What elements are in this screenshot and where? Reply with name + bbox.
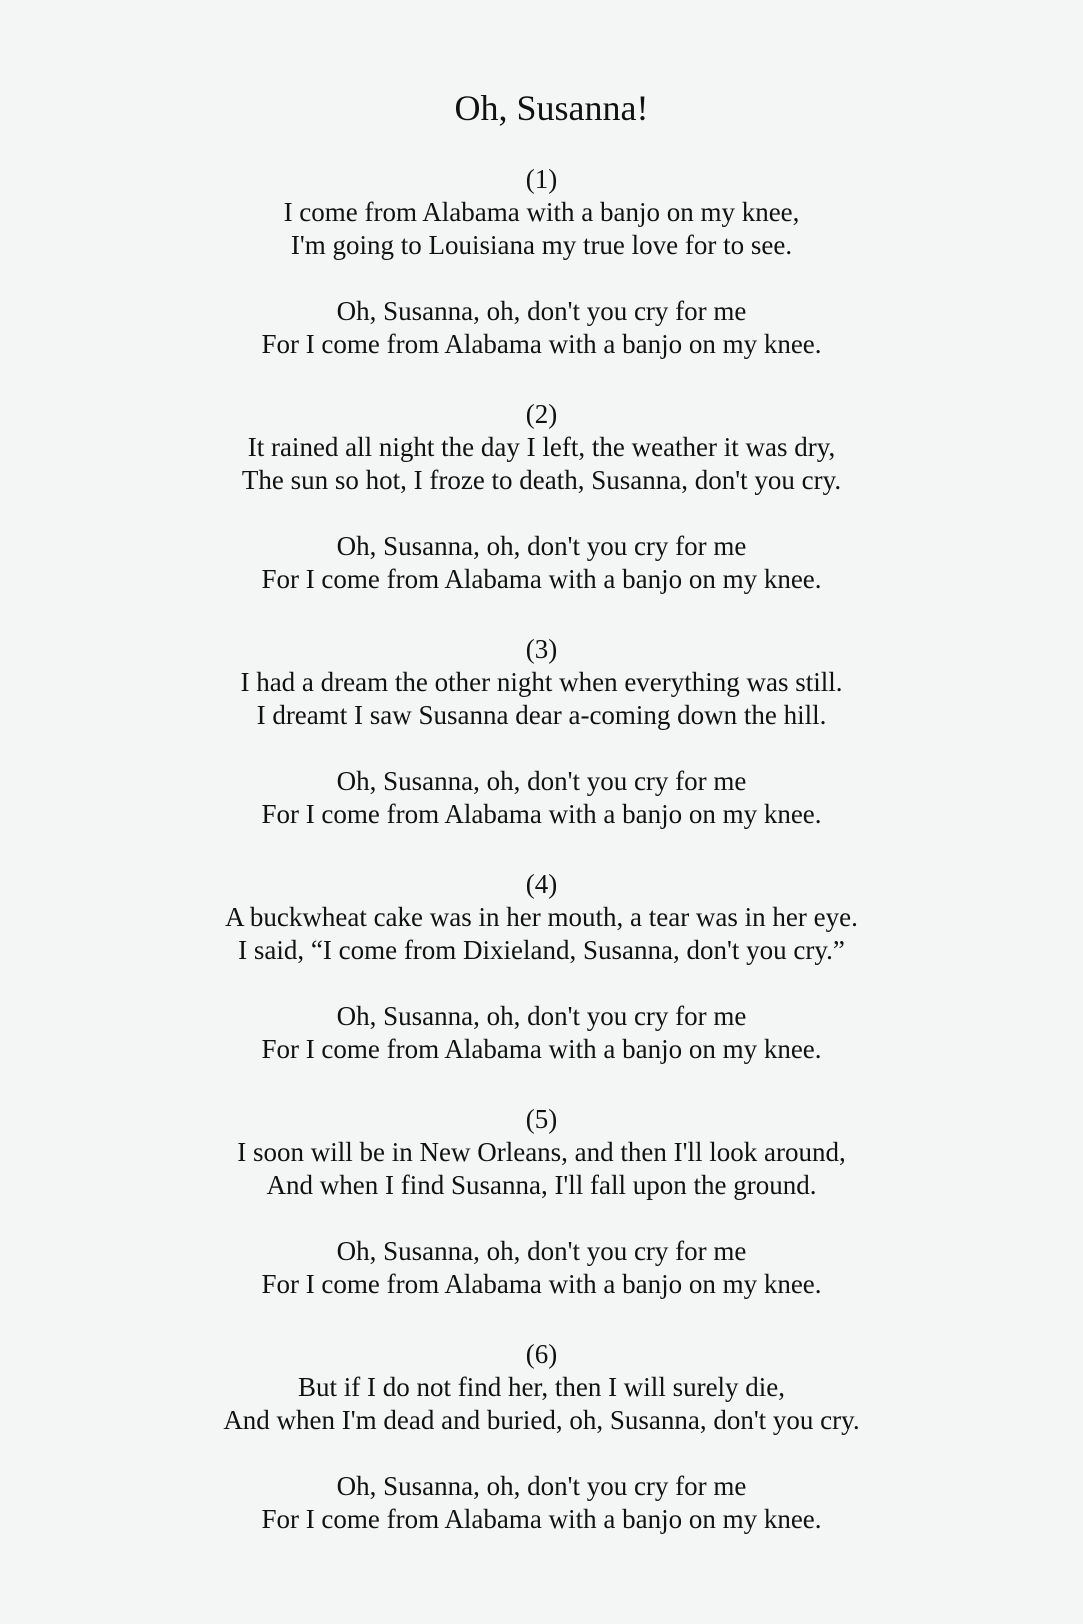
verse-number: (5) [525, 1104, 558, 1134]
chorus-line: Oh, Susanna, oh, don't you cry for me [336, 1236, 747, 1266]
verse-line: A buckwheat cake was in her mouth, a tear was in her eye. [225, 902, 858, 932]
chorus-line: For I come from Alabama with a banjo on my knee. [261, 799, 822, 829]
verse-line: I had a dream the other night when everything was still. [240, 667, 843, 697]
verse-number: (6) [525, 1339, 558, 1369]
chorus-line: For I come from Alabama with a banjo on my knee. [261, 1034, 822, 1064]
verse-line: I said, “I come from Dixieland, Susanna, don't you cry.” [238, 935, 845, 965]
chorus-line: For I come from Alabama with a banjo on my knee. [261, 564, 822, 594]
verse-number: (1) [525, 164, 558, 194]
verse-number: (4) [525, 869, 558, 899]
chorus-line: For I come from Alabama with a banjo on my knee. [261, 1504, 822, 1534]
verse-line: And when I'm dead and buried, oh, Susanna, don't you cry. [223, 1405, 860, 1435]
chorus-line: Oh, Susanna, oh, don't you cry for me [336, 1471, 747, 1501]
chorus-line: For I come from Alabama with a banjo on my knee. [261, 329, 822, 359]
verse-line: It rained all night the day I left, the weather it was dry, [247, 432, 836, 462]
chorus-line: Oh, Susanna, oh, don't you cry for me [336, 296, 747, 326]
verse-number: (2) [525, 399, 558, 429]
chorus-line: For I come from Alabama with a banjo on my knee. [261, 1269, 822, 1299]
verse-line: I'm going to Louisiana my true love for to see. [290, 230, 793, 260]
verse-number: (3) [525, 634, 558, 664]
verse-line: I dreamt I saw Susanna dear a-coming down the hill. [256, 700, 827, 730]
chorus-line: Oh, Susanna, oh, don't you cry for me [336, 531, 747, 561]
chorus-line: Oh, Susanna, oh, don't you cry for me [336, 1001, 747, 1031]
verse-line: But if I do not find her, then I will surely die, [297, 1372, 786, 1402]
chorus-line: Oh, Susanna, oh, don't you cry for me [336, 766, 747, 796]
verse-line: I come from Alabama with a banjo on my knee, [283, 197, 800, 227]
verse-line: And when I find Susanna, I'll fall upon the ground. [266, 1170, 817, 1200]
verse-line: I soon will be in New Orleans, and then I'll look around, [237, 1137, 846, 1167]
song-title: Oh, Susanna! [454, 88, 649, 128]
verse-line: The sun so hot, I froze to death, Susanna, don't you cry. [241, 465, 842, 495]
